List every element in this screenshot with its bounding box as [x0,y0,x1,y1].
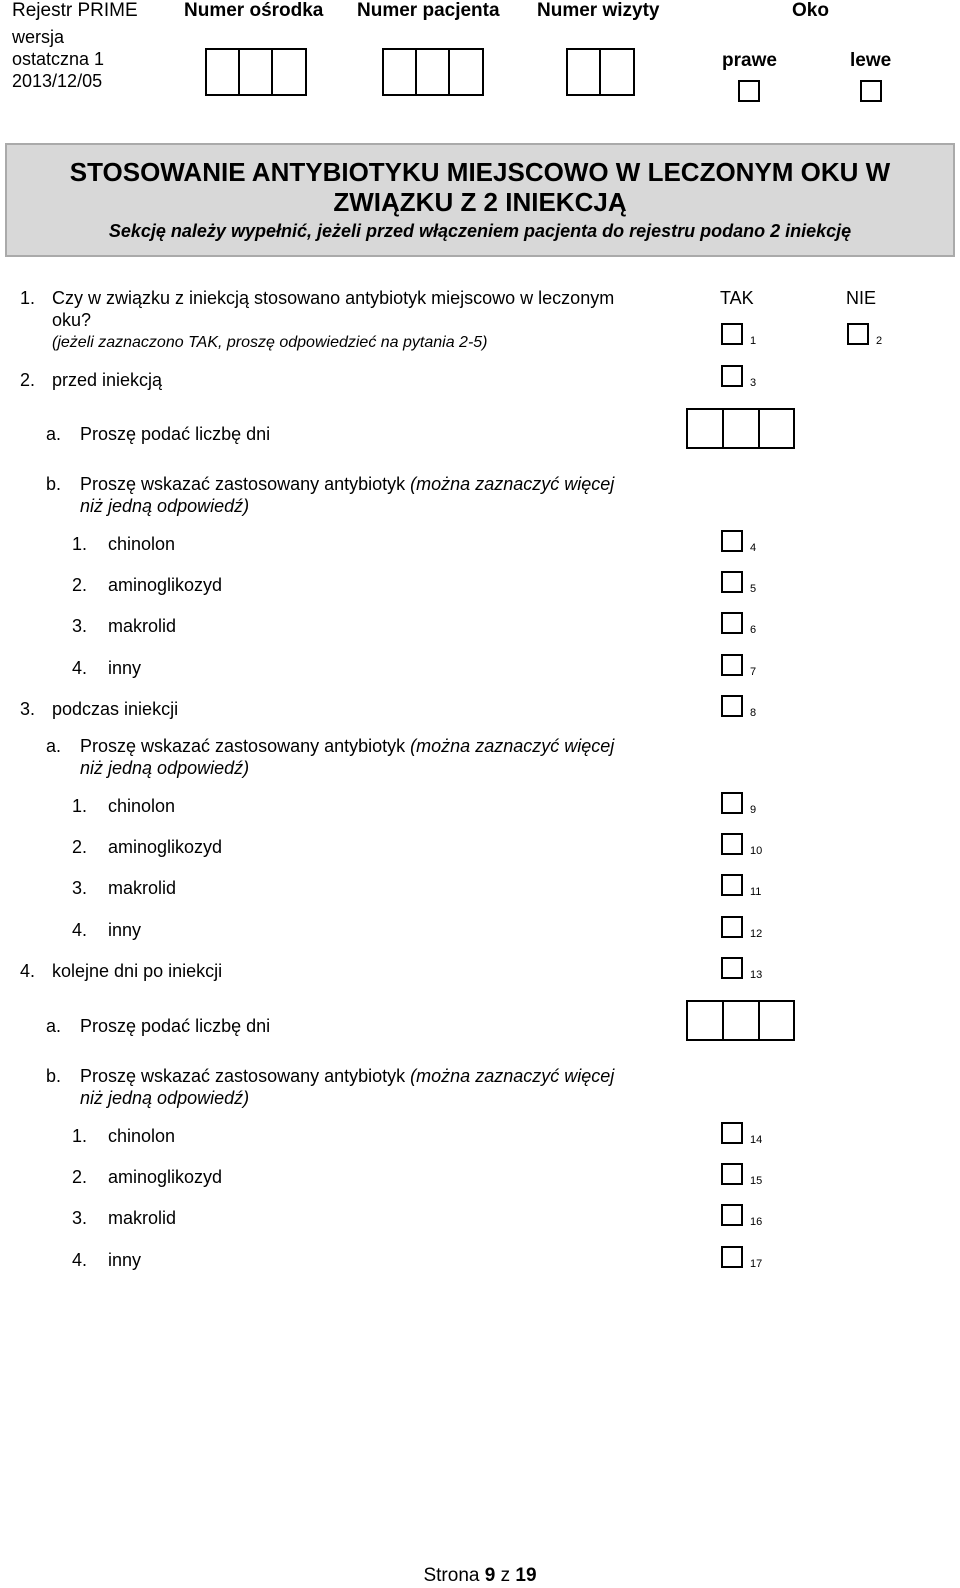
section-title: STOSOWANIE ANTYBIOTYKU MIEJSCOWO W LECZONYM OKU W ZWIĄZKU Z 2 INIEKCJĄ [69,157,891,217]
q3a-option-checkbox[interactable] [721,916,743,938]
q4b-hint: niż jedną odpowiedź) [80,1088,250,1108]
q3a-option-label: inny [108,920,142,940]
q4b-option-num: 4. [72,1250,88,1270]
answer-no-label: NIE [846,288,877,308]
visit-number-label: Numer wizyty [537,0,660,21]
version-label: wersja [12,27,65,47]
q4-code: 13 [750,969,763,981]
q2b-option-checkbox[interactable] [721,612,743,634]
q3-number: 3. [20,699,36,719]
q2b-option-code: 4 [750,542,757,554]
q2b-option-checkbox[interactable] [721,530,743,552]
right-eye-checkbox[interactable] [738,80,760,102]
q3a-option-code: 10 [750,845,763,857]
q1-yes-code: 1 [750,335,757,347]
patient-number-label: Numer pacjenta [357,0,500,21]
q4b-option-num: 3. [72,1208,88,1228]
q1-number: 1. [20,288,36,308]
visit-number-cell[interactable] [599,48,635,96]
q1-hint: (jeżeli zaznaczono TAK, proszę odpowiedzieć na pytania 2-5) [52,334,488,351]
q4-text: kolejne dni po iniekcji [52,961,223,981]
q3a-option-code: 11 [750,886,762,898]
q4b-option-code: 14 [750,1134,763,1146]
q3a-option-label: chinolon [108,796,176,816]
q3a-option-num: 1. [72,796,88,816]
q3a-option-checkbox[interactable] [721,833,743,855]
version-number: ostatczna 1 [12,49,105,69]
q2a-days-cell[interactable] [722,408,760,449]
right-eye-label: prawe [722,50,777,71]
q4a-days-cell[interactable] [758,1000,795,1041]
q2b-text: Proszę wskazać zastosowany antybiotyk (można zaznaczyć więcej [80,474,615,494]
q4b-letter: b. [46,1066,62,1086]
q4a-letter: a. [46,1016,62,1036]
q4b-option-checkbox[interactable] [721,1204,743,1226]
q3a-option-code: 12 [750,928,763,940]
q4b-option-checkbox[interactable] [721,1246,743,1268]
page-total: 19 [515,1565,537,1586]
q2b-option-num: 2. [72,575,88,595]
q2b-option-code: 7 [750,666,757,678]
q3-checkbox[interactable] [721,695,743,717]
q2b-option-label: chinolon [108,534,176,554]
q4b-option-checkbox[interactable] [721,1122,743,1144]
registry-name: Rejestr PRIME [12,0,138,21]
q4-number: 4. [20,961,36,981]
center-number-cell[interactable] [205,48,240,96]
q3a-option-num: 4. [72,920,88,940]
q4b-option-label: chinolon [108,1126,176,1146]
q4b-option-code: 16 [750,1216,763,1228]
q3a-option-label: makrolid [108,878,177,898]
q1-text-cont: oku? [52,310,92,330]
q4b-option-label: inny [108,1250,142,1270]
q2-text: przed iniekcją [52,370,163,390]
q2b-hint: niż jedną odpowiedź) [80,496,250,516]
q3-code: 8 [750,707,757,719]
q3a-option-code: 9 [750,804,757,816]
q4b-text: Proszę wskazać zastosowany antybiotyk (można zaznaczyć więcej [80,1066,615,1086]
q2b-option-code: 5 [750,583,757,595]
center-number-cell[interactable] [271,48,307,96]
q4a-days-cell[interactable] [686,1000,724,1041]
q2b-option-label: inny [108,658,142,678]
q4b-option-num: 2. [72,1167,88,1187]
page-footer: Strona 9 z 19 [423,1565,537,1586]
section-subtitle: Sekcję należy wypełnić, jeżeli przed włączeniem pacjenta do rejestru podano 2 iniekcję [108,221,852,241]
patient-number-cell[interactable] [382,48,417,96]
q2a-letter: a. [46,424,62,444]
q3a-option-num: 2. [72,837,88,857]
q4a-days-cell[interactable] [722,1000,760,1041]
center-number-cell[interactable] [238,48,273,96]
q1-text: Czy w związku z iniekcją stosowano antybiotyk miejscowo w leczonym [52,288,615,308]
q4b-option-code: 15 [750,1175,763,1187]
answer-yes-label: TAK [720,288,754,308]
q4b-option-checkbox[interactable] [721,1163,743,1185]
q4b-option-label: aminoglikozyd [108,1167,223,1187]
q2b-letter: b. [46,474,62,494]
visit-number-cell[interactable] [566,48,601,96]
q2-code: 3 [750,377,757,389]
center-number-label: Numer ośrodka [184,0,324,21]
q3a-hint: niż jedną odpowiedź) [80,758,250,778]
patient-number-cell[interactable] [415,48,450,96]
q2b-option-num: 1. [72,534,88,554]
q3a-text: Proszę wskazać zastosowany antybiotyk (można zaznaczyć więcej [80,736,615,756]
left-eye-label: lewe [850,50,892,71]
q2b-option-checkbox[interactable] [721,654,743,676]
q2a-text: Proszę podać liczbę dni [80,424,271,444]
q4b-option-code: 17 [750,1258,763,1270]
q2a-days-cell[interactable] [758,408,795,449]
q2-checkbox[interactable] [721,365,743,387]
q4-checkbox[interactable] [721,957,743,979]
q4b-option-num: 1. [72,1126,88,1146]
q2a-days-cell[interactable] [686,408,724,449]
patient-number-cell[interactable] [448,48,484,96]
q3a-option-checkbox[interactable] [721,874,743,896]
left-eye-checkbox[interactable] [860,80,882,102]
q2b-option-checkbox[interactable] [721,571,743,593]
eye-label: Oko [792,0,829,21]
q1-no-code: 2 [876,335,883,347]
q3a-option-num: 3. [72,878,88,898]
q2b-option-num: 4. [72,658,88,678]
q4b-option-label: makrolid [108,1208,177,1228]
q3a-option-label: aminoglikozyd [108,837,223,857]
q2b-option-label: makrolid [108,616,177,636]
q2b-option-code: 6 [750,624,757,636]
q3a-option-checkbox[interactable] [721,792,743,814]
q2-number: 2. [20,370,36,390]
section-header [5,143,955,257]
version-date: 2013/12/05 [12,71,103,91]
page-number: 9 [484,1565,496,1586]
q1-no-checkbox[interactable] [847,323,869,345]
q3-text: podczas iniekcji [52,699,179,719]
q3a-letter: a. [46,736,62,756]
q2b-option-label: aminoglikozyd [108,575,223,595]
q1-yes-checkbox[interactable] [721,323,743,345]
q4a-text: Proszę podać liczbę dni [80,1016,271,1036]
q2b-option-num: 3. [72,616,88,636]
